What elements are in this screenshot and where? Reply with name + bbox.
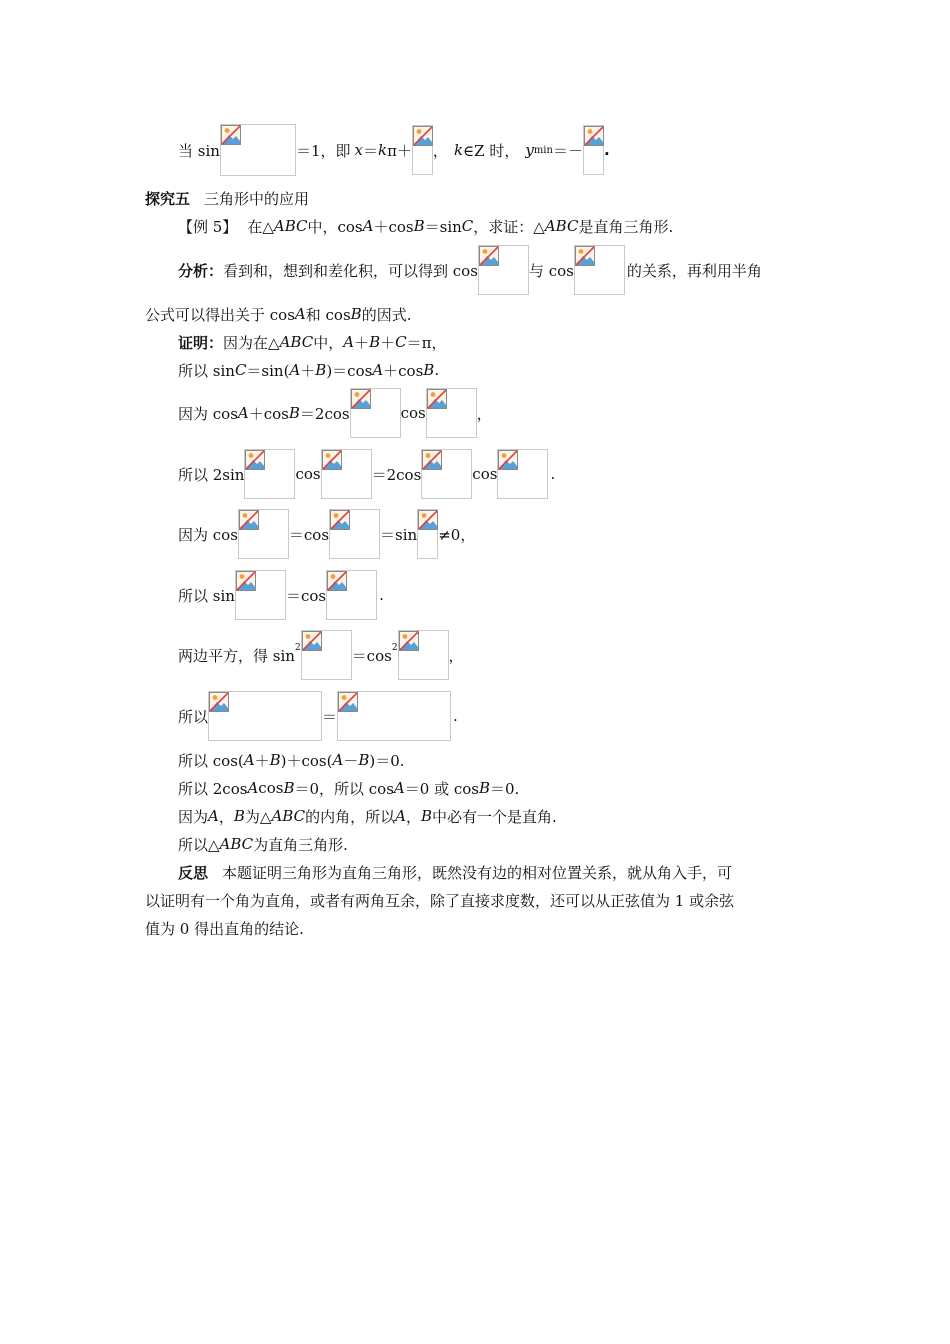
- text: π＋: [387, 141, 412, 160]
- var-a: A: [237, 404, 249, 422]
- text: 两边平方，得 sin: [178, 646, 295, 665]
- broken-image-icon: [413, 126, 433, 146]
- text: 公式可以得出关于 cos: [145, 305, 295, 324]
- formula-image: [350, 388, 401, 438]
- text: 所以 cos(: [178, 751, 244, 770]
- proof-line-3: [178, 388, 492, 438]
- broken-image-icon: [427, 389, 447, 409]
- var-b: B: [420, 807, 432, 825]
- var-k: k: [453, 141, 464, 159]
- text: 因为在△: [223, 333, 280, 352]
- text: .: [434, 361, 440, 379]
- text: 的关系，再利用半角: [626, 261, 762, 280]
- var-a: A: [372, 361, 384, 379]
- text: ，: [448, 646, 464, 665]
- text: ＋: [254, 751, 270, 770]
- text: ＝: [362, 141, 378, 160]
- line-ymin: [178, 124, 610, 176]
- text: 以证明有一个角为直角，或者有两角互余，除了直接求度数，还可以从正弦值为 1 或余弦: [145, 891, 735, 910]
- formula-image: [497, 449, 548, 499]
- text: 值为 0 得出直角的结论.: [145, 919, 304, 938]
- broken-image-icon: [399, 631, 419, 651]
- broken-image-icon: [338, 692, 358, 712]
- text: ＋cos: [383, 361, 424, 380]
- section-title: 三角形中的应用: [204, 189, 310, 208]
- formula-image: [417, 509, 438, 559]
- broken-image-icon: [245, 450, 265, 470]
- text: ＝sin: [380, 525, 418, 544]
- text: 看到和，想到和差化积，可以得到 cos: [223, 261, 478, 280]
- formula-image: [574, 245, 625, 295]
- broken-image-icon: [418, 510, 438, 530]
- var-a: A: [393, 779, 405, 797]
- var-b: B: [283, 779, 295, 797]
- var-b: B: [413, 217, 425, 235]
- broken-image-icon: [330, 510, 350, 530]
- broken-image-icon: [575, 246, 595, 266]
- proof-line-6: [178, 570, 384, 620]
- text: 的因式.: [361, 305, 412, 324]
- text: cos: [258, 779, 284, 797]
- text: 所以 sin: [178, 361, 235, 380]
- var-b: B: [478, 779, 491, 797]
- formula-image: [329, 509, 380, 559]
- formula-image: [244, 449, 295, 499]
- example-tag: 【例 5】: [178, 217, 238, 236]
- text: 因为 cos: [178, 525, 238, 544]
- text: 因为: [178, 807, 209, 826]
- example-5: [178, 214, 673, 238]
- var-c: C: [461, 217, 474, 235]
- var-a: A: [332, 751, 344, 769]
- text: ＝cos: [288, 525, 330, 544]
- superscript: 2: [391, 643, 398, 653]
- section-heading: [145, 186, 309, 210]
- formula-image: [208, 691, 322, 741]
- proof-line-4: [178, 449, 555, 499]
- analysis-line-2: [145, 302, 411, 326]
- var-b: B: [423, 361, 435, 379]
- proof-line-8: [178, 691, 458, 741]
- var-a: A: [247, 779, 259, 797]
- text: ＋: [300, 361, 316, 380]
- text: 在△: [247, 217, 274, 236]
- text: ＋cos: [248, 404, 289, 423]
- var-y: y: [525, 141, 534, 159]
- var-b: B: [269, 751, 281, 769]
- text: 中，: [313, 333, 344, 352]
- text: cos: [472, 465, 498, 483]
- var-a: A: [243, 751, 255, 769]
- text: 的内角，所以: [305, 807, 396, 826]
- text: 所以 sin: [178, 586, 235, 605]
- var-b: B: [369, 333, 381, 351]
- text: ＝0.: [490, 779, 520, 798]
- proof-line-9: [178, 748, 405, 772]
- text: cos: [295, 465, 321, 483]
- text: ，: [405, 807, 421, 826]
- broken-image-icon: [479, 246, 499, 266]
- proof-line-11: [178, 804, 557, 828]
- formula-image: [321, 449, 372, 499]
- text: ＋: [380, 333, 396, 352]
- text: .: [379, 586, 384, 604]
- formula-image: [583, 125, 604, 175]
- text: 因为 cos: [178, 404, 238, 423]
- subscript-min: min: [533, 144, 553, 156]
- text: ＝π，: [406, 333, 447, 352]
- formula-image: [412, 125, 433, 175]
- text: 所以 2cos: [178, 779, 248, 798]
- var-b: B: [233, 807, 245, 825]
- reflection-line-3: [145, 916, 304, 940]
- text: 所以△: [178, 835, 220, 854]
- proof-label: 证明：: [178, 333, 224, 352]
- text: .: [603, 141, 610, 159]
- var-c: C: [234, 361, 247, 379]
- text: ＝sin: [424, 217, 462, 236]
- var-k: k: [377, 141, 388, 159]
- var-abc: ABC: [273, 217, 308, 235]
- var-a: A: [362, 217, 374, 235]
- broken-image-icon: [239, 510, 259, 530]
- var-a: A: [289, 361, 301, 379]
- var-b: B: [315, 361, 327, 379]
- text: )＝0.: [369, 751, 405, 770]
- text: .: [550, 465, 556, 483]
- proof-line-12: [178, 832, 348, 856]
- var-a: A: [208, 807, 219, 825]
- text: 当 sin: [178, 141, 220, 160]
- formula-image: [220, 124, 296, 176]
- broken-image-icon: [327, 571, 347, 591]
- var-abc: ABC: [544, 217, 579, 235]
- var-a: A: [343, 333, 355, 351]
- var-c: C: [395, 333, 407, 351]
- text: ＝0 或 cos: [404, 779, 479, 798]
- var-abc: ABC: [279, 333, 314, 351]
- text: ＝cos: [351, 646, 392, 665]
- var-a: A: [395, 807, 406, 825]
- var-b: B: [288, 404, 300, 422]
- reflection-line-1: [178, 860, 732, 884]
- text: .: [453, 707, 458, 725]
- text: ＝0，所以 cos: [294, 779, 394, 798]
- text: ，求证：△: [473, 217, 545, 236]
- text: 与 cos: [528, 261, 574, 280]
- broken-image-icon: [322, 450, 342, 470]
- broken-image-icon: [498, 450, 518, 470]
- text: 中必有一个是直角.: [431, 807, 557, 826]
- text: ＝1，即: [295, 141, 351, 160]
- reflection-line-2: [145, 888, 734, 912]
- formula-image: [478, 245, 529, 295]
- text: 为直角三角形.: [253, 835, 348, 854]
- formula-image: [421, 449, 472, 499]
- text: )＋cos(: [280, 751, 333, 770]
- text: ＝sin(: [246, 361, 290, 380]
- proof-line-10: [178, 776, 519, 800]
- text: 所以: [178, 707, 209, 726]
- text: ，: [218, 807, 234, 826]
- formula-image: [301, 630, 352, 680]
- broken-image-icon: [236, 571, 256, 591]
- formula-image: [235, 570, 286, 620]
- var-x: x: [354, 141, 363, 159]
- analysis-label: 分析：: [178, 261, 224, 280]
- text: 本题证明三角形为直角三角形，既然没有边的相对位置关系，就从角入手，可: [222, 863, 733, 882]
- analysis-line-1: [178, 245, 762, 295]
- text: ，: [432, 141, 448, 160]
- var-b: B: [358, 751, 370, 769]
- text: ＋: [354, 333, 370, 352]
- text: 和 cos: [305, 305, 351, 324]
- text: 是直角三角形.: [578, 217, 674, 236]
- text: 中，cos: [307, 217, 363, 236]
- var-abc: ABC: [219, 835, 254, 853]
- proof-line-5: [178, 509, 475, 559]
- formula-image: [398, 630, 449, 680]
- var-a: A: [294, 305, 306, 323]
- text: ≠0，: [438, 525, 476, 544]
- formula-image: [326, 570, 377, 620]
- broken-image-icon: [221, 125, 241, 145]
- var-abc: ABC: [271, 807, 306, 825]
- text: ＝cos: [285, 586, 327, 605]
- superscript: 2: [294, 643, 301, 653]
- broken-image-icon: [584, 126, 604, 146]
- broken-image-icon: [209, 692, 229, 712]
- broken-image-icon: [422, 450, 442, 470]
- section-label: 探究五: [145, 189, 191, 208]
- text: ＝－: [552, 141, 583, 160]
- formula-image: [426, 388, 477, 438]
- formula-image: [238, 509, 289, 559]
- text: ＝2cos: [371, 465, 422, 484]
- text: ＋cos: [373, 217, 414, 236]
- proof-line-7: [178, 630, 464, 680]
- text: ，: [476, 404, 492, 423]
- broken-image-icon: [302, 631, 322, 651]
- text: 为△: [244, 807, 272, 826]
- text: ∈Z 时，: [463, 141, 520, 160]
- text: ＝: [322, 707, 338, 726]
- reflection-label: 反思: [178, 863, 209, 882]
- formula-image: [337, 691, 451, 741]
- text: ＝2cos: [299, 404, 350, 423]
- var-b: B: [350, 305, 362, 323]
- proof-line-1: [178, 330, 446, 354]
- text: cos: [400, 404, 426, 422]
- text: －: [343, 751, 359, 770]
- text: )＝cos: [326, 361, 373, 380]
- proof-line-2: [178, 358, 439, 382]
- broken-image-icon: [351, 389, 371, 409]
- text: 所以 2sin: [178, 465, 245, 484]
